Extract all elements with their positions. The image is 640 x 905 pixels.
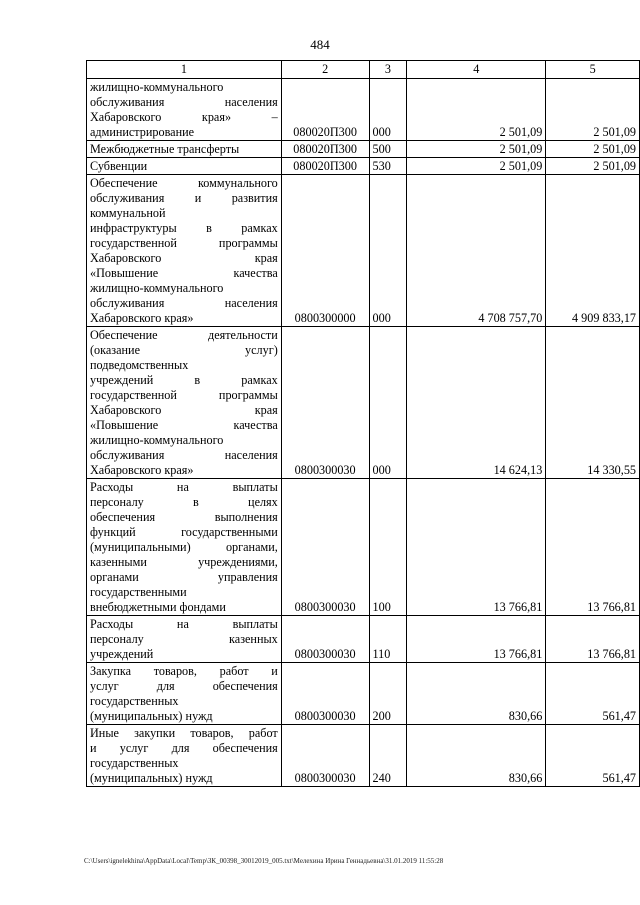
page-number: 484 — [310, 37, 330, 52]
column-header: 4 — [407, 61, 546, 79]
table-row — [87, 79, 640, 141]
description-line: Расходы на выплаты — [90, 617, 278, 631]
column-header: 5 — [546, 61, 640, 79]
description-line: государственных — [90, 694, 179, 708]
expense-type-cell: 100 — [369, 479, 407, 616]
description-line: (муниципальными) органами, — [90, 540, 278, 554]
description-line: Расходы на выплаты — [90, 480, 278, 494]
description-line: подведомственных — [90, 358, 189, 372]
amount-year2-cell: 2 501,09 — [546, 158, 640, 175]
row-description — [87, 327, 282, 479]
target-code-cell: 080020П300 — [281, 141, 369, 158]
description-line: Иные закупки товаров, работ — [90, 726, 278, 740]
description-line: Межбюджетные трансферты — [90, 142, 240, 156]
amount-year2-cell: 561,47 — [546, 725, 640, 787]
amount-year2-cell: 14 330,55 — [546, 327, 640, 479]
expense-type-cell: 000 — [369, 175, 407, 327]
target-code-cell: 0800300000 — [281, 175, 369, 327]
row-description — [87, 79, 282, 141]
description-line: (муниципальных) нужд — [90, 771, 213, 785]
amount-year1-cell: 4 708 757,70 — [407, 175, 546, 327]
description-line: персоналу казенных — [90, 632, 278, 646]
table-row — [87, 479, 640, 616]
expense-type-cell: 000 — [369, 327, 407, 479]
description-line: «Повышение качества — [90, 418, 278, 432]
description-line: инфраструктуры в рамках — [90, 221, 278, 235]
description-line: Обеспечение коммунального — [90, 176, 278, 190]
amount-year1-cell: 13 766,81 — [407, 479, 546, 616]
description-line: обслуживания населения — [90, 296, 278, 310]
description-line: Хабаровского края» — [90, 463, 194, 477]
row-description — [87, 158, 282, 175]
amount-year2-cell: 561,47 — [546, 663, 640, 725]
expense-type-cell: 200 — [369, 663, 407, 725]
description-line: казенными учреждениями, — [90, 555, 278, 569]
table-row — [87, 725, 640, 787]
column-header: 2 — [281, 61, 369, 79]
target-code-cell: 0800300030 — [281, 663, 369, 725]
row-description — [87, 725, 282, 787]
amount-year1-cell: 2 501,09 — [407, 158, 546, 175]
table-row — [87, 327, 640, 479]
description-line: учреждений в рамках — [90, 373, 278, 387]
description-line: внебюджетными фондами — [90, 600, 226, 614]
target-code-cell: 080020П300 — [281, 79, 369, 141]
column-header: 1 — [87, 61, 282, 79]
amount-year2-cell: 2 501,09 — [546, 79, 640, 141]
amount-year1-cell: 830,66 — [407, 663, 546, 725]
expense-type-cell: 110 — [369, 616, 407, 663]
description-line: обслуживания населения — [90, 448, 278, 462]
row-description — [87, 141, 282, 158]
description-line: (оказание услуг) — [90, 343, 278, 357]
expense-type-cell: 000 — [369, 79, 407, 141]
target-code-cell: 0800300030 — [281, 327, 369, 479]
table-row — [87, 616, 640, 663]
description-line: и услуг для обеспечения — [90, 741, 278, 755]
description-line: учреждений — [90, 647, 154, 661]
target-code-cell: 0800300030 — [281, 616, 369, 663]
description-line: Субвенции — [90, 159, 148, 173]
target-code-cell: 0800300030 — [281, 725, 369, 787]
row-description — [87, 616, 282, 663]
description-line: коммунальной — [90, 206, 166, 220]
description-line: услуг для обеспечения — [90, 679, 278, 693]
description-line: Хабаровского края — [90, 251, 278, 265]
amount-year1-cell: 2 501,09 — [407, 141, 546, 158]
table-row — [87, 158, 640, 175]
amount-year1-cell: 14 624,13 — [407, 327, 546, 479]
description-line: администрирование — [90, 125, 195, 139]
expense-type-cell: 500 — [369, 141, 407, 158]
description-line: функций государственными — [90, 525, 278, 539]
column-header: 3 — [369, 61, 407, 79]
description-line: Закупка товаров, работ и — [90, 664, 278, 678]
description-line: жилищно-коммунального — [90, 80, 224, 94]
description-line: органами управления — [90, 570, 278, 584]
amount-year2-cell: 13 766,81 — [546, 479, 640, 616]
description-line: обслуживания населения — [90, 95, 278, 109]
description-line: обслуживания и развития — [90, 191, 278, 205]
amount-year2-cell: 13 766,81 — [546, 616, 640, 663]
description-line: обеспечения выполнения — [90, 510, 278, 524]
amount-year1-cell: 2 501,09 — [407, 79, 546, 141]
description-line: государственной программы — [90, 388, 278, 402]
description-line: государственными — [90, 585, 187, 599]
row-description — [87, 175, 282, 327]
table-row — [87, 141, 640, 158]
description-line: государственных — [90, 756, 179, 770]
budget-table — [86, 60, 640, 787]
description-line: государственной программы — [90, 236, 278, 250]
target-code-cell: 0800300030 — [281, 479, 369, 616]
description-line: Хабаровского края» — [90, 311, 194, 325]
description-line: Хабаровского края — [90, 403, 278, 417]
table-row — [87, 663, 640, 725]
row-description — [87, 479, 282, 616]
description-line: жилищно-коммунального — [90, 433, 224, 447]
table-row — [87, 175, 640, 327]
description-line: (муниципальных) нужд — [90, 709, 213, 723]
description-line: Хабаровского края» – — [90, 110, 278, 124]
file-path-footer: C:\Users\ignelekhina\AppData\Local\Temp\ЗК_00398_30012019_005.txt\Мелехина Ирина Геннадьевна\31.01.2019 11:55:28 — [84, 857, 444, 865]
amount-year2-cell: 2 501,09 — [546, 141, 640, 158]
row-description — [87, 663, 282, 725]
amount-year1-cell: 13 766,81 — [407, 616, 546, 663]
description-line: Обеспечение деятельности — [90, 328, 278, 342]
amount-year2-cell: 4 909 833,17 — [546, 175, 640, 327]
expense-type-cell: 530 — [369, 158, 407, 175]
description-line: персоналу в целях — [90, 495, 278, 509]
amount-year1-cell: 830,66 — [407, 725, 546, 787]
table-header-row — [87, 61, 640, 79]
description-line: жилищно-коммунального — [90, 281, 224, 295]
target-code-cell: 080020П300 — [281, 158, 369, 175]
description-line: «Повышение качества — [90, 266, 278, 280]
expense-type-cell: 240 — [369, 725, 407, 787]
